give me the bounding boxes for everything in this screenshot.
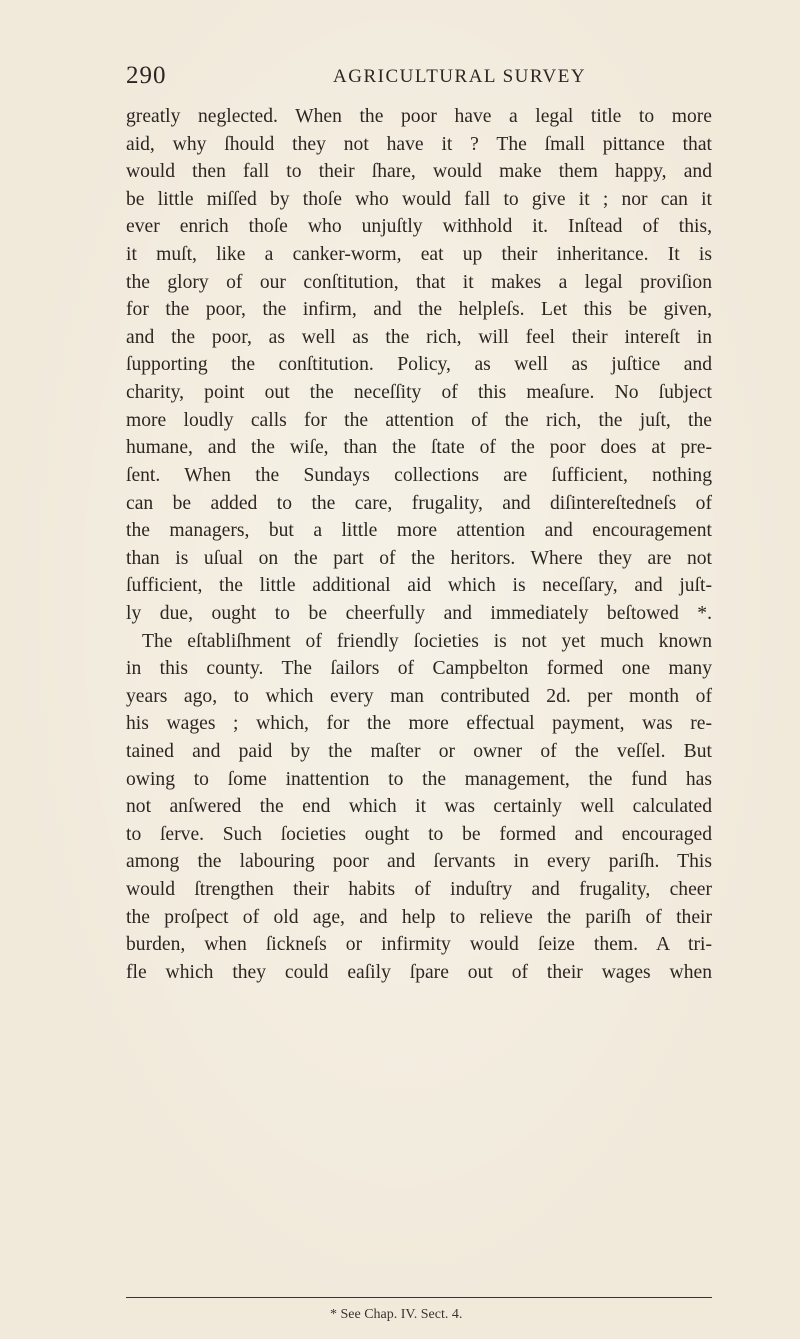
text-line: in this county. The ſailors of Campbelton formed one many [126,658,712,680]
text-line: be little miſſed by thoſe who would fall to give it ; nor can it [126,188,712,210]
text-line: would then fall to their ſhare, would make them happy, and [126,161,712,183]
text-line: would ſtrengthen their habits of induſtry and frugality, cheer [126,879,712,901]
text-line: than is uſual on the part of the heritors. Where they are not [126,547,712,569]
text-line: The eſtabliſhment of friendly ſocieties is not yet much known [142,630,712,652]
text-line: ly due, ought to be cheerfully and immediately beſtowed *. [126,602,712,624]
text-line: greatly neglected. When the poor have a legal title to more [126,106,712,127]
page-number: 290 [126,62,167,89]
footnote-rule [126,1297,712,1298]
running-head: AGRICULTURAL SURVEY [333,66,587,87]
text-line: his wages ; which, for the more effectual payment, was re- [126,713,712,735]
text-line: the glory of our conſtitution, that it makes a legal proviſion [126,271,712,293]
text-line: more loudly calls for the attention of the rich, the juſt, the [126,409,712,431]
footnote: * See Chap. IV. Sect. 4. [330,1307,463,1322]
text-line: aid, why ſhould they not have it ? The ſmall pittance that [126,133,712,155]
text-line: the proſpect of old age, and help to relieve the pariſh of their [126,906,712,928]
text-line: burden, when ſickneſs or infirmity would ſeize them. A tri- [126,934,712,956]
text-line: charity, point out the neceſſity of this meaſure. No ſubject [126,382,712,404]
text-line: humane, and the wiſe, than the ſtate of the poor does at pre- [126,437,712,459]
text-line: can be added to the care, frugality, and diſintereſtedneſs of [126,492,712,514]
text-line: ſent. When the Sundays collections are ſufficient, nothing [126,464,712,486]
text-line: to ſerve. Such ſocieties ought to be formed and encouraged [126,823,712,845]
text-line: not anſwered the end which it was certainly well calculated [126,796,712,818]
body-text [126,103,712,987]
text-line: the managers, but a little more attention and encouragement [126,520,712,542]
text-line: for the poor, the infirm, and the helpleſs. Let this be given, [126,299,712,321]
text-line: it muſt, like a canker-worm, eat up their inheritance. It is [126,244,712,266]
text-line: and the poor, as well as the rich, will feel their intereſt in [126,326,712,348]
text-line: tained and paid by the maſter or owner of the veſſel. But [126,741,712,763]
text-line: ſupporting the conſtitution. Policy, as well as juſtice and [126,354,712,376]
text-line: fle which they could eaſily ſpare out of their wages when [126,961,712,983]
text-line: ſufficient, the little additional aid which is neceſſary, and juſt- [126,575,712,597]
text-line: years ago, to which every man contributed 2d. per month of [126,685,712,707]
text-line: owing to ſome inattention to the management, the fund has [126,768,712,790]
text-line: ever enrich thoſe who unjuſtly withhold it. Inſtead of this, [126,216,712,238]
text-line: among the labouring poor and ſervants in every pariſh. This [126,851,712,873]
page-header [126,62,706,96]
